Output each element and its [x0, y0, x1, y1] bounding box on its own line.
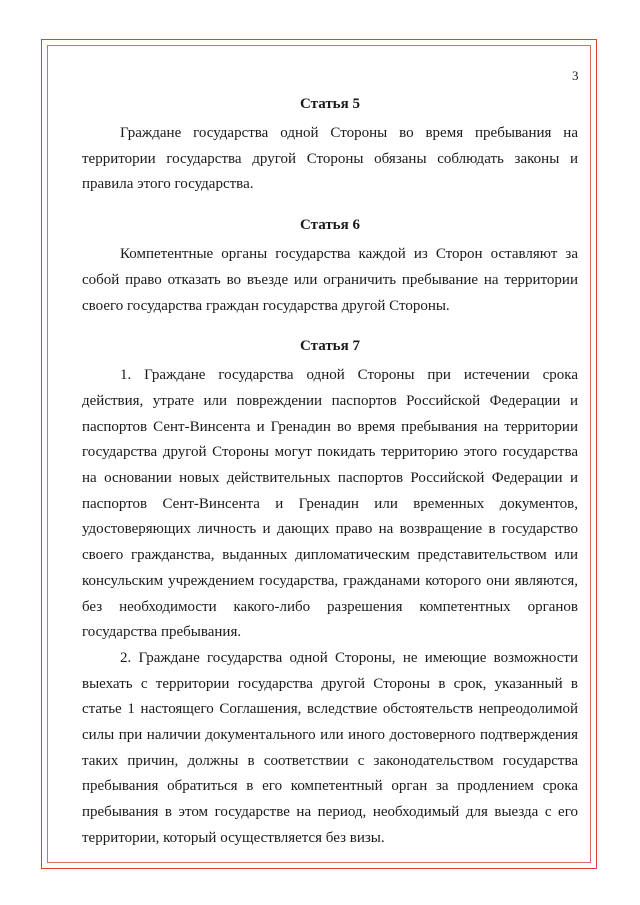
article-heading: Статья 7: [300, 338, 360, 355]
article-paragraph: Компетентные органы государства каждой из Сторон оставляют за собой право отказать во въезде или ограничить пребывание на территории своего государства граждан государства другой Стороны.: [82, 246, 578, 314]
document-body: [82, 92, 578, 852]
article-heading: Статья 5: [300, 96, 360, 112]
article-7: [82, 334, 578, 851]
article-heading: Статья 6: [300, 217, 360, 234]
article-paragraph: Граждане государства одной Стороны во время пребывания на территории государства другой Стороны обязаны соблюдать законы и правила этого государства.: [82, 125, 578, 193]
page-number: 3: [572, 68, 579, 83]
article-6: [82, 213, 578, 319]
article-paragraph: 1. Граждане государства одной Стороны при истечении срока действия, утрате или повреждении паспортов Российской Федерации и паспортов Сент-Винсента и Гренадин во время пребывания на территории государства другой Стороны могут покидать территорию этого государства на основании новых действительных паспортов Российской Федерации и паспортов Сент-Винсента и Гренадин или временных документов, удостоверяющих личность и дающих право на возвращение в государство своего гражданства, выданных дипломатическим представительством или консульским учреждением государства, гражданами которого они являются, без необходимости какого-либо разрешения компетентных органов государства пребывания.: [82, 367, 578, 641]
article-5: [82, 92, 578, 198]
article-paragraph: 2. Граждане государства одной Стороны, не имеющие возможности выехать с территории государства другой Стороны в срок, указанный в статье 1 настоящего Соглашения, вследствие обстоятельств непреодолимой силы при наличии документального или иного достоверного подтверждения таких причин, должны в соответствии с законодательством государства пребывания обратиться в его компетентный орган за продлением срока пребывания в этом государстве на период, необходимый для выезда с его территории, который осуществляется без визы.: [82, 649, 578, 846]
